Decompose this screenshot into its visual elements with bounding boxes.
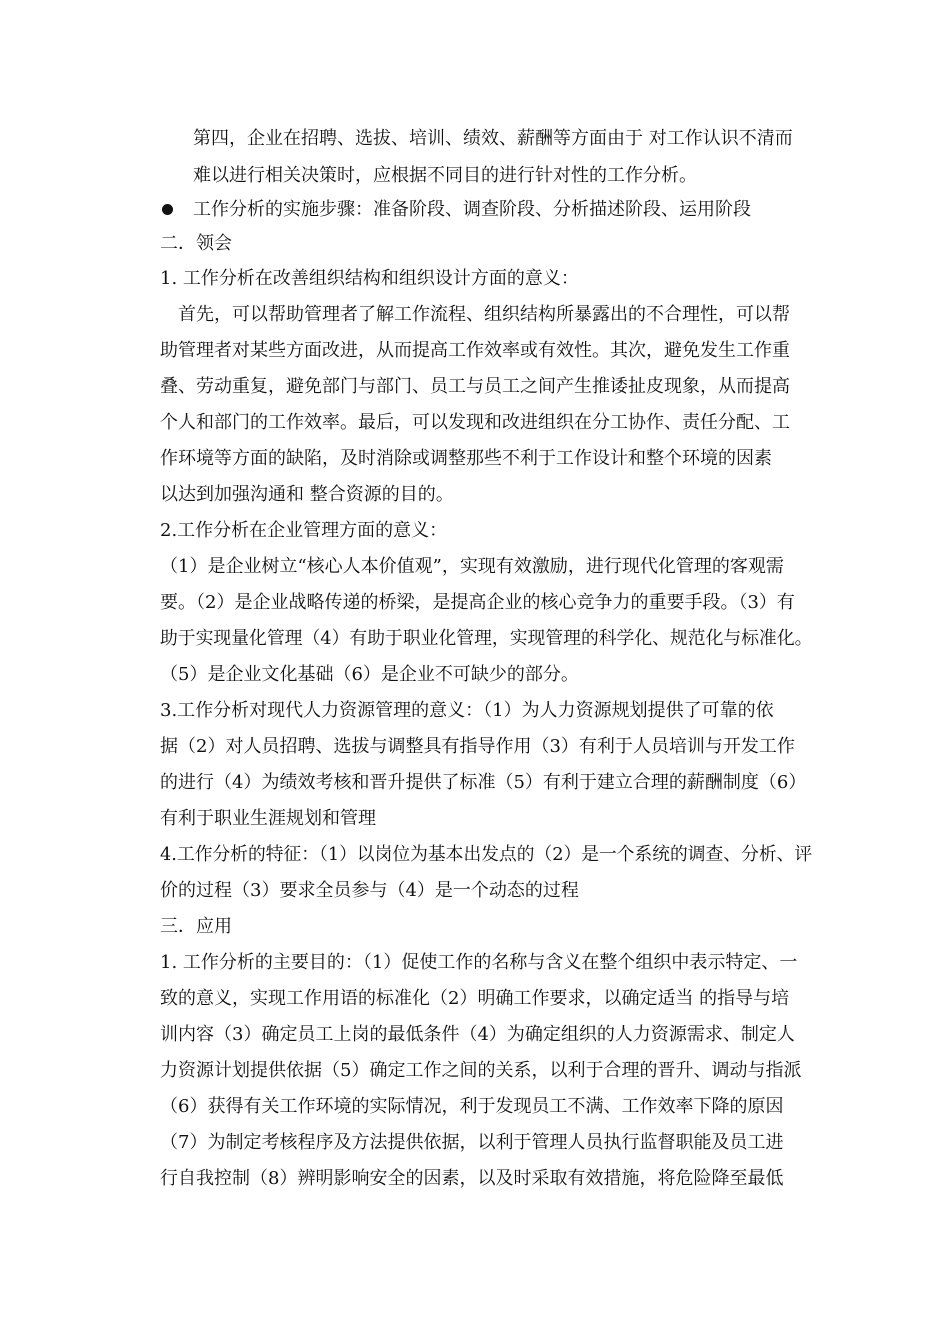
item1-heading: 1. 工作分析在改善组织结构和组织设计方面的意义： [160,268,579,289]
para4-line-1: 第四，企业在招聘、选拔、培训、绩效、薪酬等方面由于 对工作认识不清而 [193,128,793,149]
item3-line-2: 据（2）对人员招聘、选拔与调整具有指导作用（3）有利于人员培训与开发工作 [160,736,795,757]
section-heading-3: 三．应用 [160,916,232,937]
app1-line-5: （6）获得有关工作环境的实际情况，利于发现员工不满、工作效率下降的原因 [160,1096,784,1117]
app1-line-7: 行自我控制（8）辨明影响安全的因素，以及时采取有效措施，将危险降至最低 [160,1168,784,1189]
item2-heading: 2.工作分析在企业管理方面的意义： [160,520,448,541]
item1-line-3: 叠、劳动重复，避免部门与部门、员工与员工之间产生推诿扯皮现象，从而提高 [160,376,790,397]
item2-line-2: 要。（2）是企业战略传递的桥梁，是提高企业的核心竞争力的重要手段。（3）有 [160,592,795,613]
item1-line-4: 个人和部门的工作效率。最后，可以发现和改进组织在分工协作、责任分配、工 [160,412,790,433]
app1-line-4: 力资源计划提供依据（5）确定工作之间的关系，以利于合理的晋升、调动与指派 [160,1060,802,1081]
bullet-text: 工作分析的实施步骤：准备阶段、调查阶段、分析描述阶段、运用阶段 [193,199,751,220]
item3-line-3: 的进行（4）为绩效考核和晋升提供了标准（5）有利于建立合理的薪酬制度（6） [160,772,807,793]
item2-line-3: 助于实现量化管理（4）有助于职业化管理，实现管理的科学化、规范化与标准化。 [160,628,813,649]
item3-line-1: 3.工作分析对现代人力资源管理的意义：（1）为人力资源规划提供了可靠的依 [160,700,774,721]
para4-line-2: 难以进行相关决策时，应根据不同目的进行针对性的工作分析。 [193,165,697,186]
item2-line-4: （5）是企业文化基础（6）是企业不可缺少的部分。 [160,664,579,685]
item4-line-2: 价的过程（3）要求全员参与（4）是一个动态的过程 [160,880,579,901]
item4-line-1: 4.工作分析的特征：（1）以岗位为基本出发点的（2）是一个系统的调查、分析、评 [160,844,813,865]
item3-line-4: 有利于职业生涯规划和管理 [160,808,376,829]
app1-line-2: 致的意义，实现工作用语的标准化（2）明确工作要求，以确定适当 的指导与培 [160,988,790,1009]
app1-line-1: 1. 工作分析的主要目的：（1）促使工作的名称与含义在整个组织中表示特定、一 [160,952,798,973]
item1-line-6: 以达到加强沟通和 整合资源的目的。 [160,484,454,505]
item1-line-1: 首先，可以帮助管理者了解工作流程、组织结构所暴露出的不合理性，可以帮 [178,304,790,325]
item2-line-1: （1）是企业树立“核心人本价值观”，实现有效激励，进行现代化管理的客观需 [160,556,784,577]
app1-line-3: 训内容（3）确定员工上岗的最低条件（4）为确定组织的人力资源需求、制定人 [160,1024,795,1045]
bullet-icon [162,204,173,215]
section-heading-2: 二．领会 [160,233,232,254]
app1-line-6: （7）为制定考核程序及方法提供依据，以利于管理人员执行监督职能及员工进 [160,1132,784,1153]
item1-line-5: 作环境等方面的缺陷，及时消除或调整那些不利于工作设计和整个环境的因素 [160,448,772,469]
item1-line-2: 助管理者对某些方面改进，从而提高工作效率或有效性。其次，避免发生工作重 [160,340,790,361]
